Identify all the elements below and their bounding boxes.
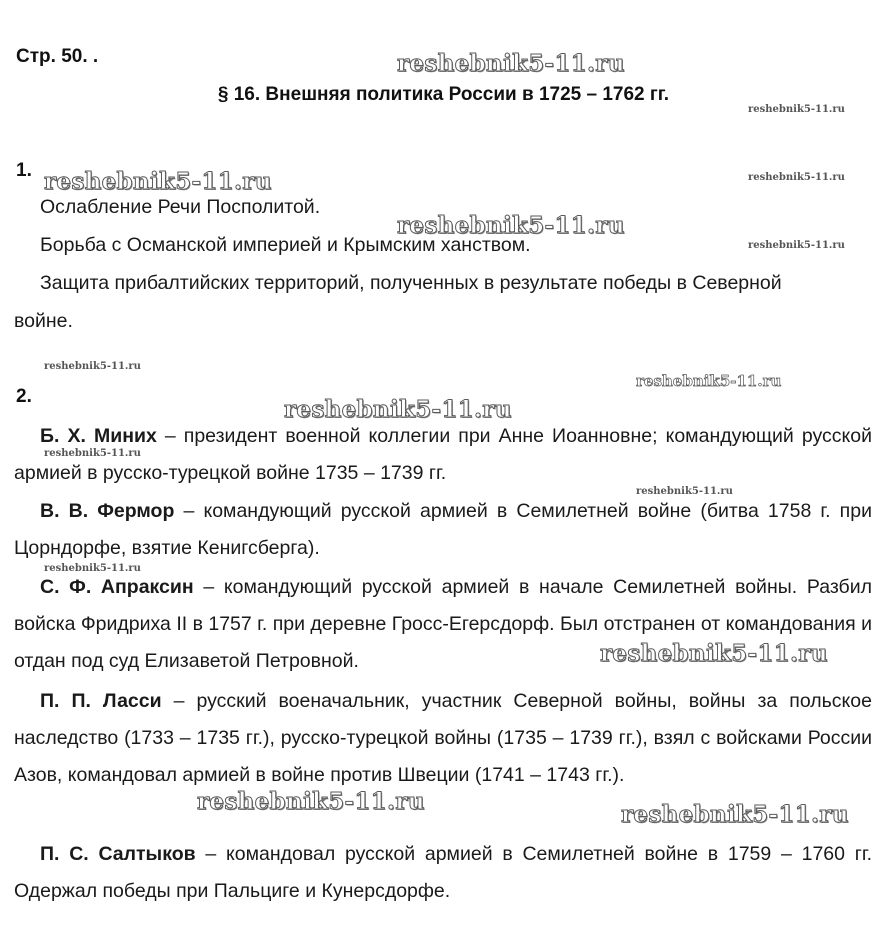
answer-line: Борьба с Османской империей и Крымским ханством. xyxy=(40,234,531,256)
answer-line: Ослабление Речи Посполитой. xyxy=(40,196,321,218)
page-number: Стр. 50. . xyxy=(16,46,99,67)
answer-entry xyxy=(14,569,872,680)
question-number: 2. xyxy=(16,386,32,407)
person-description: – командующий русской армией в Семилетней войне (битва 1758 г. при Цорндорфе, взятие Кенигсберга). xyxy=(14,500,872,559)
person-name: Б. Х. Миних xyxy=(40,425,157,447)
question-number: 1. xyxy=(16,160,32,181)
person-name: П. С. Салтыков xyxy=(40,843,196,865)
watermark: reshebnik5-11.ru xyxy=(397,50,625,77)
answer-line: Защита прибалтийских территорий, полученных в результате победы в Северной xyxy=(40,272,782,294)
person-name: С. Ф. Апраксин xyxy=(40,576,194,598)
answer-entry xyxy=(14,418,872,492)
watermark-small: reshebnik5-11.ru xyxy=(748,240,845,251)
watermark-small: reshebnik5-11.ru xyxy=(636,486,733,497)
person-name: В. В. Фермор xyxy=(40,500,175,522)
watermark-small: reshebnik5-11.ru xyxy=(748,172,845,183)
person-description: – русский военачальник, участник Северной войны, войны за польское наследство (1733 – 1735 гг.), русско-турецкой войны (1735 – 1739 гг.), взял с войсками России Азов, командовал армией в войне против Швеции (1741 – 1743 гг.). xyxy=(14,690,872,786)
person-description: – президент военной коллегии при Анне Иоанновне; командующий русской армией в русско-турецкой войне 1735 – 1739 гг. xyxy=(14,425,872,484)
section-heading: § 16. Внешняя политика России в 1725 – 1762 гг. xyxy=(217,84,670,105)
person-name: П. П. Ласси xyxy=(40,690,162,712)
watermark: reshebnik5-11.ru xyxy=(600,640,828,667)
person-description: – командующий русской армией в начале Семилетней войны. Разбил войска Фридриха II в 1757 г. при деревне Гросс-Егерсдорф. Был отстранен от командования и отдан под суд Елизаветой Петровной. xyxy=(14,576,872,672)
watermark: reshebnik5-11.ru xyxy=(44,168,272,195)
answer-entry xyxy=(14,493,872,567)
answer-entry xyxy=(14,683,872,794)
watermark: reshebnik5-11.ru xyxy=(197,788,425,815)
answer-line: войне. xyxy=(14,310,73,332)
watermark-small: reshebnik5-11.ru xyxy=(44,448,141,459)
watermark-small: reshebnik5-11.ru xyxy=(44,361,141,372)
watermark: reshebnik5-11.ru xyxy=(397,212,625,239)
watermark: reshebnik5-11.ru xyxy=(621,801,849,828)
watermark: reshebnik5-11.ru xyxy=(284,396,512,423)
watermark-small: reshebnik5-11.ru xyxy=(44,563,141,574)
watermark-mid: reshebnik5-11.ru xyxy=(636,372,782,390)
person-description: – командовал русской армией в Семилетней войне в 1759 – 1760 гг. Одержал победы при Пальциге и Кунерсдорфе. xyxy=(14,843,872,902)
watermark-small: reshebnik5-11.ru xyxy=(748,104,845,115)
answer-entry xyxy=(14,836,872,910)
